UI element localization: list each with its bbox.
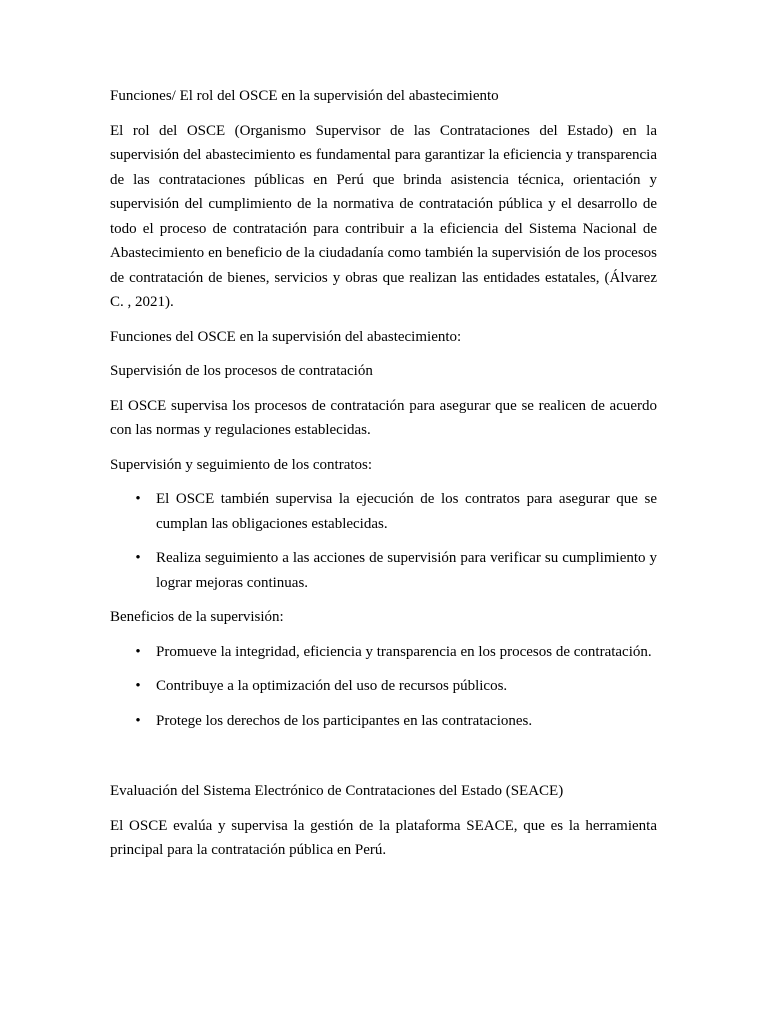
bullet-icon: • [135, 643, 141, 660]
list-item [110, 546, 657, 595]
intro-paragraph: El rol del OSCE (Organismo Supervisor de las Contrataciones del Estado) en la supervisión del abastecimiento es fundamental para garantizar la eficiencia y transparencia de las contrataciones públicas en Perú que brinda asistencia técnica, orientación y supervisión del cumplimiento de la normativa de contratación pública y el desarrollo de todo el proceso de contratación para contribuir a la eficiencia del Sistema Nacional de Abastecimiento en beneficio de la ciudadanía como también la supervisión de los procesos de contratación de bienes, servicios y obras que realizan las entidades estatales, (Álvarez C. , 2021). [110, 122, 657, 310]
bullet-icon: • [135, 550, 141, 566]
list-item-text: Promueve la integridad, eficiencia y transparencia en los procesos de contratación. [156, 643, 652, 660]
supervision-heading: Supervisión de los procesos de contratación [110, 363, 373, 379]
benefits-heading: Beneficios de la supervisión: [110, 609, 284, 625]
list-item [110, 640, 657, 665]
bullet-icon: • [135, 712, 141, 729]
paragraph-spacer [110, 743, 657, 779]
benefits-list [110, 640, 657, 734]
list-item [110, 674, 657, 699]
list-item [110, 709, 657, 734]
seace-heading: Evaluación del Sistema Electrónico de Contrataciones del Estado (SEACE) [110, 783, 564, 799]
tracking-heading: Supervisión y seguimiento de los contratos: [110, 456, 373, 473]
bullet-icon: • [135, 491, 141, 507]
bullet-icon: • [135, 678, 141, 694]
list-item [110, 487, 657, 536]
tracking-list [110, 487, 657, 595]
supervision-paragraph: El OSCE supervisa los procesos de contratación para asegurar que se realicen de acuerdo con las normas y regulaciones establecidas. [110, 397, 657, 438]
section-heading-role: Funciones/ El rol del OSCE en la supervisión del abastecimiento [110, 88, 499, 104]
document-body [110, 84, 657, 873]
list-item-text: El OSCE también supervisa la ejecución de los contratos para asegurar que se cumplan las obligaciones establecidas. [156, 491, 657, 532]
list-item-text: Contribuye a la optimización del uso de recursos públicos. [156, 678, 508, 694]
seace-paragraph: El OSCE evalúa y supervisa la gestión de la plataforma SEACE, que es la herramienta principal para la contratación pública en Perú. [110, 817, 657, 858]
list-item-text: Realiza seguimiento a las acciones de supervisión para verificar su cumplimiento y lograr mejoras continuas. [156, 550, 657, 591]
functions-heading: Funciones del OSCE en la supervisión del abastecimiento: [110, 328, 462, 345]
list-item-text: Protege los derechos de los participantes en las contrataciones. [156, 712, 533, 729]
